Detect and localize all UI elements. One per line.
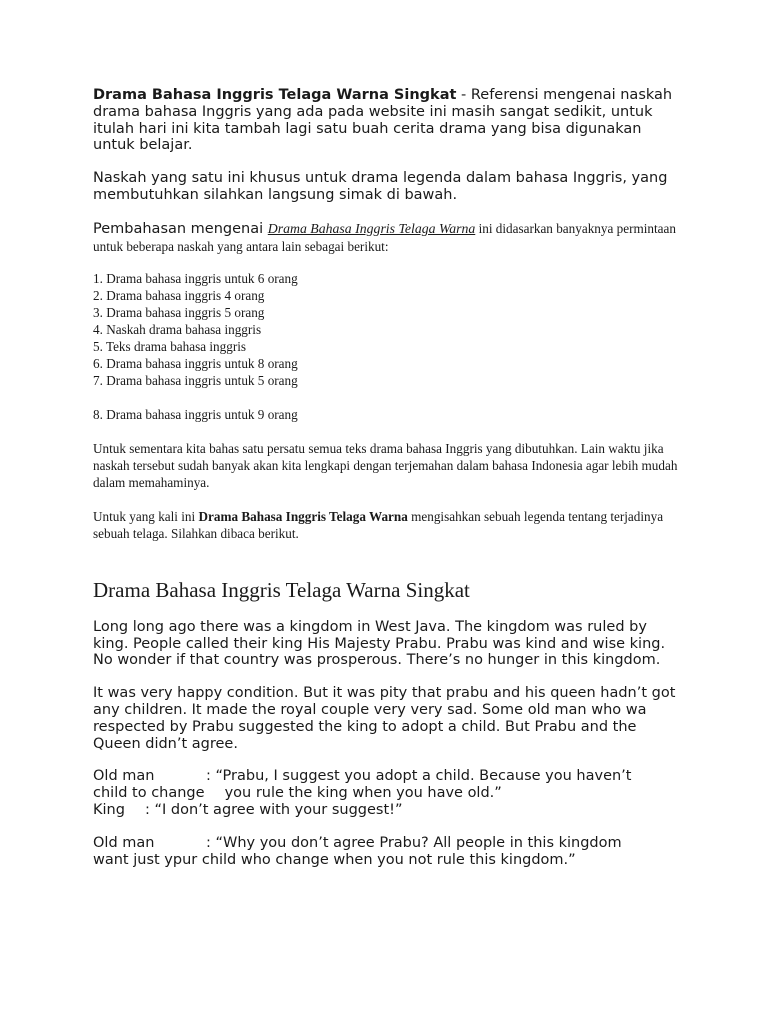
list-item: 2. Drama bahasa inggris 4 orang (93, 287, 265, 303)
dialog-text: : “Prabu, I suggest you adopt a child. Because you haven’t (206, 768, 632, 785)
dialog-text: : “Why you don’t agree Prabu? All people in this kingdom (206, 834, 622, 851)
story-title: Drama Bahasa Inggris Telaga Warna Singkat (93, 577, 470, 602)
story-paragraph-2: It was very happy condition. But it was pity that prabu and his queen hadn’t got any children. It made the royal couple very very sad. Some old man who wa respected by Prabu suggested the king to adopt a child. But Prabu and the Queen didn’t agree. (93, 685, 676, 752)
dialog-line: want just ypur child who change when you not rule this kingdom.” (93, 851, 576, 868)
kali-bold: Drama Bahasa Inggris Telaga Warna (198, 508, 408, 524)
sementara-paragraph: Untuk sementara kita bahas satu persatu semua teks drama bahasa Inggris yang dibutuhkan. Lain waktu jika naskah tersebut sudah banyak akan kita lengkapi dengan terjemahan dalam bahasa Indonesia agar lebih mudah dalam memahaminya. (93, 440, 678, 490)
dialog-text: : “I don’t agree with your suggest!” (145, 801, 403, 818)
list-item: 5. Teks drama bahasa inggris (93, 338, 247, 354)
intro-paragraph (93, 87, 683, 154)
kali-prefix: Untuk yang kali ini (93, 508, 199, 524)
list-item: 7. Drama bahasa inggris untuk 5 orang (93, 372, 298, 388)
list-item: 8. Drama bahasa inggris untuk 9 orang (93, 406, 298, 422)
pembahasan-suffix: ini didasarkan banyaknya permintaan untuk beberapa naskah yang antara lain sebagai berikut: (93, 220, 676, 254)
dialog-line (93, 802, 683, 819)
document-page (93, 87, 683, 868)
kali-suffix: mengisahkan sebuah legenda tentang terjadinya sebuah telaga. Silahkan dibaca berikut. (93, 508, 664, 541)
list-item: 3. Drama bahasa inggris 5 orang (93, 304, 265, 320)
story-paragraph-1: Long long ago there was a kingdom in West Java. The kingdom was ruled by king. People called their king His Majesty Prabu. Prabu was kind and wise king. No wonder if that country was prosperous. There’s no hunger in this kingdom. (93, 618, 666, 669)
speaker-label: King (93, 801, 125, 818)
request-list (93, 270, 683, 423)
topic-link[interactable]: Drama Bahasa Inggris Telaga Warna (267, 220, 476, 236)
list-item: 1. Drama bahasa inggris untuk 6 orang (93, 270, 298, 286)
pembahasan-paragraph (93, 220, 683, 256)
dialog-text: you rule the king when you have old.” (224, 785, 502, 802)
dialog-line (93, 785, 683, 802)
speaker-label: Old man (93, 768, 155, 785)
intro-title: Drama Bahasa Inggris Telaga Warna Singkat (93, 87, 457, 103)
dialog-line (93, 835, 683, 852)
dialog-line (93, 768, 683, 785)
list-item: 4. Naskah drama bahasa inggris (93, 321, 262, 337)
kali-paragraph (93, 508, 683, 542)
dialog-block-1 (93, 768, 683, 818)
pembahasan-prefix: Pembahasan mengenai (93, 220, 268, 237)
speaker-label: Old man (93, 834, 155, 851)
dialog-block-2 (93, 835, 683, 869)
naskah-paragraph: Naskah yang satu ini khusus untuk drama legenda dalam bahasa Inggris, yang membutuhkan silahkan langsung simak di bawah. (93, 170, 668, 203)
dialog-text: child to change (93, 785, 205, 802)
list-item: 6. Drama bahasa inggris untuk 8 orang (93, 355, 298, 371)
intro-text: - Referensi mengenai naskah drama bahasa Inggris yang ada pada website ini masih sangat sedikit, untuk itulah hari ini kita tambah lagi satu buah cerita drama yang bisa digunakan untuk belajar. (93, 87, 673, 154)
